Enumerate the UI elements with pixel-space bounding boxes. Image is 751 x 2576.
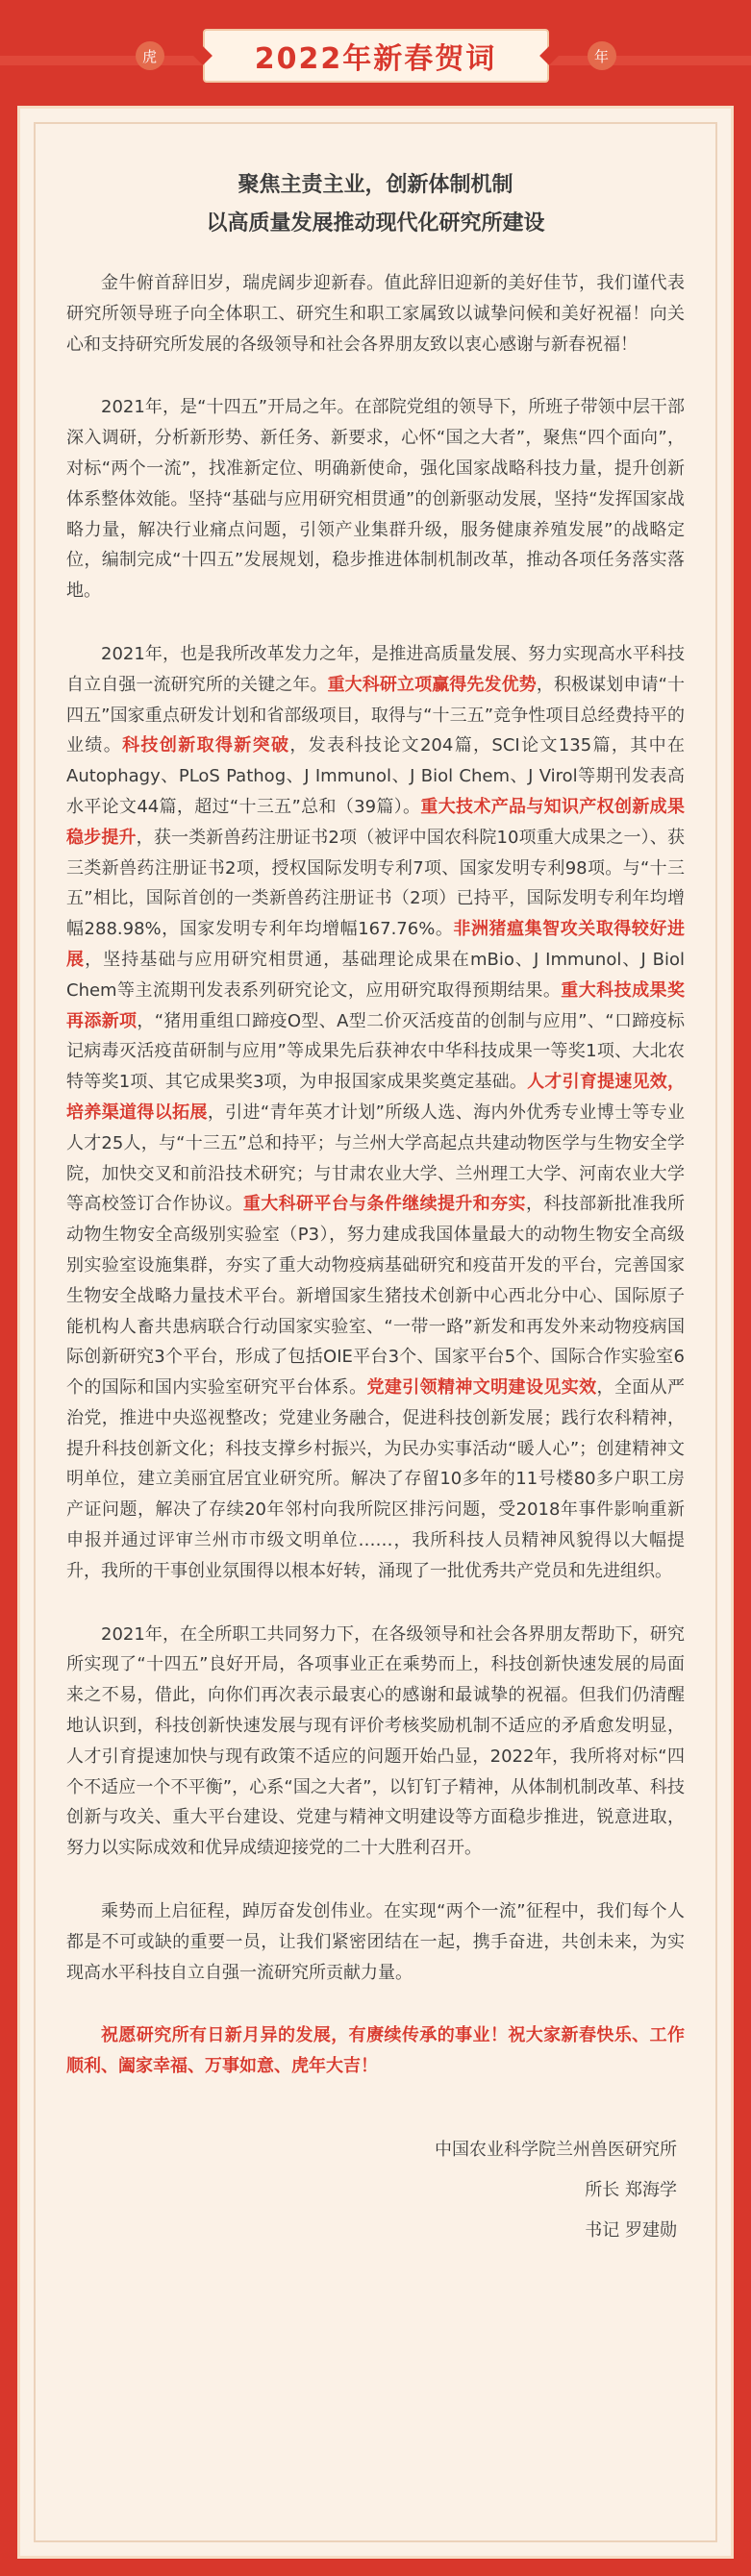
paragraph-text: 2021年，也是我所改革发力之年，是推进高质量发展、努力实现高水平科技自立自强一流研究所的关键之年。 [66, 643, 685, 695]
title-plaque [141, 29, 609, 83]
highlight-phrase: 重大技术产品与知识产权创新成果稳步提升 [66, 796, 686, 848]
body-paragraph [66, 1620, 685, 1864]
body-paragraph [66, 1896, 685, 1988]
body-paragraph [66, 639, 685, 1587]
headline-line-1: 聚焦主责主业，创新体制机制 [238, 173, 513, 197]
headline-line-2: 以高质量发展推动现代化研究所建设 [206, 211, 545, 235]
paragraph-text: ，坚持基础与应用研究相贯通，基础理论成果在mBio、J Immunol、J Biol Chem等主流期刊发表系列研究论文，应用研究取得预期结果。 [66, 949, 685, 1001]
paragraph-text: 2021年，在全所职工共同努力下，在各级领导和社会各界朋友帮助下，研究所实现了“十四五”良好开局，各项事业正在乘势而上，科技创新快速发展的局面来之不易，借此，向你们再次表示最衷心的感谢和最诚挚的祝福。但我们仍清醒地认识到，科技创新快速发展与现有评价考核奖励机制不适应的矛盾愈发明显，人才引育提速加快与现有政策不适应的问题开始凸显，2022年，我所将对标“四个不适应一个不平衡”，心系“国之大者”，以钉钉子精神，从体制机制改革、科技创新与攻关、重大平台建设、党建与精神文明建设等方面稳步推进，锐意进取，努力以实际成效和优异成绩迎接党的二十大胜利召开。 [66, 1623, 685, 1859]
paragraph-text: ，全面从严治党，推进中央巡视整改；党建业务融合，促进科技创新发展；践行农科精神，提升科技创新文化；科技支撑乡村振兴，为民办实事活动“暖人心”；创建精神文明单位，建立美丽宜居宜业研究所。解决了存留10多年的11号楼80多户职工房产证问题，解决了存续20年邻村向我所院区排污问题，受2018年事件影响重新申报并通过评审兰州市市级文明单位……，我所科技人员精神风貌得以大幅提升，我所的干事创业氛围得以根本好转，涌现了一批优秀共产党员和先进组织。 [66, 1377, 686, 1581]
closing-wish: 祝愿研究所有日新月异的发展，有赓续传承的事业！祝大家新春快乐、工作顺利、阖家幸福、万事如意、虎年大吉！ [66, 2025, 685, 2077]
paragraph-text: 2021年，是“十四五”开局之年。在部院党组的领导下，所班子带领中层干部深入调研，分析新形势、新任务、新要求，心怀“国之大者”，聚焦“四个面向”，对标“两个一流”，找准新定位、明确新使命，强化国家战略科技力量，提升创新体系整体效能。坚持“基础与应用研究相贯通”的创新驱动发展，坚持“发挥国家战略力量，解决行业痛点问题，引领产业集群升级，服务健康养殖发展”的战略定位，编制完成“十四五”发展规划，稳步推进体制机制改革，推动各项任务落实落地。 [66, 397, 685, 602]
paragraph-text: ，科技部新批准我所动物生物安全高级别实验室（P3），努力建成我国体量最大的动物生物安全高级别实验室设施集群，夯实了重大动物疫病基础研究和疫苗开发的平台，完善国家生物安全战略力量技术平台。新增国家生猪技术创新中心西北分中心、国际原子能机构人畜共患病联合行动国家实验室、“一带一路”新发和再发外来动物疫病国际创新研究3个平台，形成了包括OIE平台3个、国家平台5个、国际合作实验室6个的国际和国内实验室研究平台体系。 [66, 1194, 686, 1399]
highlight-phrase: 重大科研平台与条件继续提升和夯实 [242, 1194, 526, 1215]
letter-body [66, 268, 685, 1988]
letter-frame [17, 106, 734, 2559]
paragraph-text: ，“猪用重组口蹄疫O型、A型二价灭活疫苗的创制与应用”、“口蹄疫标记病毒灭活疫苗研制与应用”等成果先后获神农中华科技成果一等奖1项、大北农特等奖1项、其它成果奖3项，为申报国家成果奖奠定基础。 [66, 1010, 685, 1093]
paragraph-text: ，引进“青年英才计划”所级人选、海内外优秀专业博士等专业人才25人，与“十三五”总和持平；与兰州大学高起点共建动物医学与生物安全学院，加快交叉和前沿技术研究；与甘肃农业大学、兰州理工大学、河南农业大学等高校签订合作协议。 [66, 1102, 685, 1215]
signature-secretary: 书记 罗建勋 [585, 2220, 677, 2242]
page-title: 2022年新春贺词 [254, 42, 497, 76]
paragraph-text: 金牛俯首辞旧岁，瑞虎阔步迎新春。值此辞旧迎新的美好佳节，我们谨代表研究所领导班子向全体职工、研究生和职工家属致以诚挚问候和美好祝福！向关心和支持研究所发展的各级领导和社会各界朋友致以衷心感谢与新春祝福！ [66, 273, 685, 355]
letter-content [66, 147, 685, 2251]
tiger-seal-icon: 虎 [136, 41, 164, 70]
paragraph-text: ，获一类新兽药注册证书2项（被评中国农科院10项重大成果之一）、获三类新兽药注册证书2项，授权国际发明专利7项、国家发明专利98项。与“十三五”相比，国际首创的一类新兽药注册证书（2项）已持平，国际发明专利年均增幅288.98%，国家发明专利年均增幅167.76%。 [66, 827, 686, 940]
highlight-phrase: 非洲猪瘟集智攻关取得较好进展 [66, 919, 686, 970]
highlight-phrase: 科技创新取得新突破 [122, 735, 290, 756]
body-paragraph [66, 392, 685, 607]
highlight-phrase: 党建引领精神文明建设见实效 [366, 1377, 597, 1399]
signature-director: 所长 郑海学 [585, 2180, 677, 2201]
signature-block [66, 2130, 685, 2251]
paragraph-text: ，积极谋划申请“十四五”国家重点研发计划和省部级项目，取得与“十三五”竞争性项目总经费持平的业绩。 [66, 674, 686, 756]
header-banner [0, 0, 751, 106]
paragraph-text: ，发表科技论文204篇，SCI论文135篇，其中在Autophagy、PLoS Pathog、J Immunol、J Biol Chem、J Virol等期刊发表高水平论文44篇，超过“十三五”总和（39篇）。 [66, 735, 686, 817]
highlight-phrase: 重大科研立项赢得先发优势 [327, 674, 537, 695]
paragraph-text: 乘势而上启征程，踔厉奋发创伟业。在实现“两个一流”征程中，我们每个人都是不可或缺的重要一员，让我们紧密团结在一起，携手奋进，共创未来，为实现高水平科技自立自强一流研究所贡献力量。 [66, 1901, 685, 1983]
highlight-phrase: 重大科技成果奖再添新项 [66, 979, 685, 1031]
body-paragraph [66, 268, 685, 359]
highlight-phrase: 人才引育提速见效，培养渠道得以拓展 [66, 1072, 686, 1123]
year-seal-icon: 年 [588, 41, 616, 70]
signature-org: 中国农业科学院兰州兽医研究所 [435, 2140, 677, 2161]
